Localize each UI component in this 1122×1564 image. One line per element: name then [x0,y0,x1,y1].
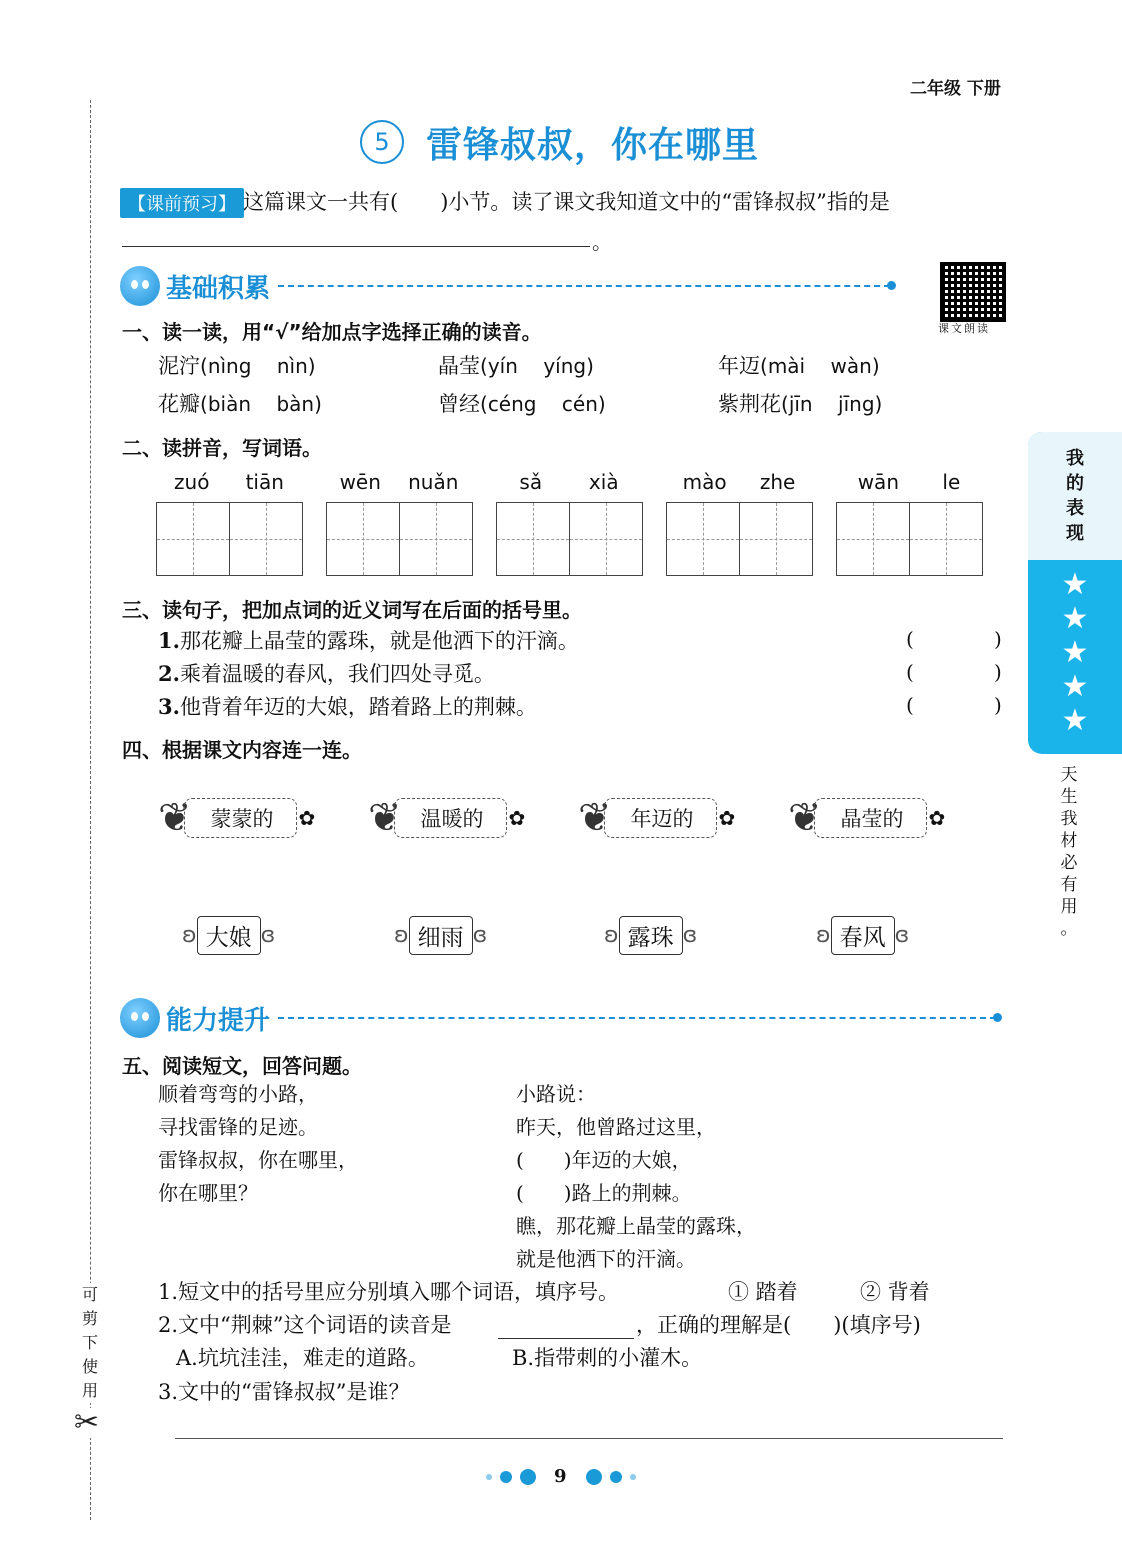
butterfly-icon: ❦ [788,795,822,841]
q1-item: 紫荆花(jīn jīng) [718,392,883,416]
butterfly-icon: ❦ [368,795,402,841]
q3-sentence: 3.他背着年迈的大娘，踏着路上的荆棘。 [158,694,537,719]
answer-paren-left[interactable]: ( [906,693,914,717]
pinyin-option[interactable]: nìng [207,354,252,378]
pinyin-row: mào zhe [682,470,796,494]
q5-option-a[interactable]: A.坑坑洼洼，难走的道路。 [176,1346,429,1370]
answer-paren-right[interactable]: ) [994,660,1002,684]
motto-char: 用 [1060,897,1078,917]
poem-right [516,1078,756,1276]
pinyin-row: wān le [857,470,961,494]
tab-char: 我 [1066,448,1084,469]
match-right-item[interactable] [394,916,487,955]
q1-item: 晶莹(yín yíng) [438,354,594,378]
q2-heading: 二、读拼音，写词语。 [122,436,322,460]
match-label: 晶莹的 [814,798,927,838]
rating-stars[interactable] [1028,560,1122,738]
writing-grid[interactable] [836,502,983,576]
match-left-item[interactable] [578,795,736,841]
poem-line: ( )年迈的大娘， [516,1148,692,1172]
match-left-item[interactable] [368,795,526,841]
footer-dot [586,1469,602,1485]
footer-dot [630,1474,636,1480]
footer-dot [500,1471,512,1483]
poem-line: 寻找雷锋的足迹。 [158,1115,318,1139]
q3-sentence: 1.那花瓣上晶莹的露珠，就是他洒下的汗滴。 [158,628,579,653]
flower-icon: ✿ [718,806,736,830]
scissors-icon: ✂ [74,1405,100,1440]
poem-line: 昨天，他曾路过这里， [516,1115,716,1139]
wing-icon: ʚ [394,923,409,948]
wing-icon: ʚ [182,923,197,948]
cut-char: 可 [81,1285,98,1304]
poem-line: 顺着弯弯的小路， [158,1082,318,1106]
match-label: 年迈的 [604,798,717,838]
match-right-item[interactable] [604,916,697,955]
grade-label: 二年级 下册 [910,79,1001,99]
tab-char: 现 [1066,523,1084,544]
q1-item: 花瓣(biàn bàn) [158,392,322,416]
preview-answer-line[interactable] [122,228,590,247]
poem-line: 小路说： [516,1082,596,1106]
tab-char: 表 [1066,498,1084,519]
cut-char: 下 [81,1333,98,1352]
footer-dot [520,1469,536,1485]
q5-sub3: 3.文中的“雷锋叔叔”是谁？ [158,1380,410,1404]
writing-group [496,470,643,576]
writing-group [156,470,303,576]
pinyin-row: zuó tiān [174,470,284,494]
match-label: 春风 [831,916,895,955]
match-label: 细雨 [409,916,473,955]
pinyin-option[interactable]: yíng [543,354,587,378]
poem-line: 瞧，那花瓣上晶莹的露珠， [516,1214,756,1238]
writing-group [326,470,473,576]
poem-line: ( )路上的荆棘。 [516,1181,692,1205]
writing-grid[interactable] [326,502,473,576]
pinyin-option[interactable]: yín [487,354,518,378]
performance-tab [1028,432,1122,754]
match-label: 温暖的 [394,798,507,838]
pinyin-option[interactable]: jīn [788,392,813,416]
match-label: 露珠 [619,916,683,955]
q5-sub2-b: ，正确的理解是( )(填序号) [636,1313,921,1337]
q1-item: 年迈(mài wàn) [718,354,880,378]
wing-icon: ʚ [816,923,831,948]
q1-item: 曾经(céng cén) [438,392,606,416]
answer-paren-right[interactable]: ) [994,627,1002,651]
star-icon[interactable]: ★ [1061,703,1089,738]
poem-left [158,1078,358,1210]
footer-dot [610,1471,622,1483]
star-icon[interactable]: ★ [1061,601,1089,636]
writing-group [836,470,983,576]
cut-hint [78,1283,102,1403]
q5-sub1: 1.短文中的括号里应分别填入哪个词语，填序号。 [158,1280,620,1304]
match-right-item[interactable] [816,916,909,955]
cut-char: 剪 [81,1309,98,1328]
wing-icon: ɞ [682,923,698,948]
preview-tag: 【课前预习】 [120,188,244,218]
q3-sentence: 2.乘着温暖的春风，我们四处寻觅。 [158,661,495,686]
section-ability-header [120,996,996,1040]
section-divider [278,285,890,287]
q1-heading: 一、读一读，用“√”给加点字选择正确的读音。 [122,320,542,344]
q1-item: 泥泞(nìng nìn) [158,354,316,378]
q5-sub2-a: 2.文中“荆棘”这个词语的读音是 [158,1313,452,1337]
butterfly-icon: ❦ [158,795,192,841]
wing-icon: ʚ [604,923,619,948]
pinyin-option[interactable]: cén [561,392,598,416]
preview-question: 这篇课文一共有( )小节。读了课文我知道文中的“雷锋叔叔”指的是 [243,190,890,214]
motto-char: 。 [1060,919,1078,939]
cut-char: 用 [81,1381,98,1400]
pinyin-option[interactable]: céng [487,392,537,416]
motto-char: 必 [1060,853,1078,873]
answer-paren-right[interactable]: ) [994,693,1002,717]
butterfly-icon: ❦ [578,795,612,841]
section-divider [278,1017,996,1019]
pinyin-row: sǎ xià [519,470,619,494]
pinyin-option[interactable]: biàn [207,392,251,416]
poem-line: 雷锋叔叔，你在哪里， [158,1148,358,1172]
q5-option-2[interactable]: ② 背着 [860,1280,930,1304]
mascot-icon [120,266,160,306]
q3-heading: 三、读句子，把加点词的近义词写在后面的括号里。 [122,598,582,622]
cut-char: 使 [81,1357,98,1376]
answer-paren-left[interactable]: ( [906,627,914,651]
tab-char: 的 [1066,473,1084,494]
page-number: 9 [554,1466,567,1487]
mascot-icon [120,998,160,1038]
lesson-number: 5 [360,120,404,164]
q5-option-1[interactable]: ① 踏着 [728,1280,798,1304]
footer-dot [486,1474,492,1480]
qr-label: 课文朗读 [938,322,990,335]
match-label: 蒙蒙的 [184,798,297,838]
section-title: 能力提升 [166,1005,271,1036]
pinyin-option[interactable]: mài [767,354,806,378]
lesson-title: 雷锋叔叔，你在哪里 [426,124,760,166]
writing-group [666,470,813,576]
q5-option-b[interactable]: B.指带刺的小灌木。 [512,1346,703,1370]
star-icon[interactable]: ★ [1061,669,1089,704]
wing-icon: ɞ [472,923,488,948]
poem-line: 就是他洒下的汗滴。 [516,1247,696,1271]
writing-grid[interactable] [666,502,813,576]
match-label: 大娘 [197,916,261,955]
motto [1058,764,1080,940]
star-icon[interactable]: ★ [1061,635,1089,670]
answer-paren-left[interactable]: ( [906,660,914,684]
star-icon[interactable]: ★ [1061,567,1089,602]
motto-char: 我 [1060,809,1078,829]
q4-heading: 四、根据课文内容连一连。 [122,738,362,762]
pinyin-row: wēn nuǎn [339,470,459,494]
pinyin-option[interactable]: nìn [276,354,308,378]
motto-char: 生 [1060,787,1078,807]
writing-grid[interactable] [496,502,643,576]
wing-icon: ɞ [894,923,910,948]
pronunciation-blank[interactable] [498,1318,634,1339]
q1-items [158,350,918,430]
preview-end: 。 [592,230,612,254]
performance-label [1028,432,1122,560]
wing-icon: ɞ [260,923,276,948]
motto-char: 天 [1060,765,1078,785]
q2-grids [156,470,986,580]
match-right-item[interactable] [182,916,275,955]
lesson-title-block [360,112,759,172]
pinyin-option[interactable]: wàn [830,354,872,378]
pinyin-option[interactable]: jīng [838,392,875,416]
match-left-item[interactable] [788,795,946,841]
flower-icon: ✿ [928,806,946,830]
q5-heading: 五、阅读短文，回答问题。 [122,1054,362,1078]
flower-icon: ✿ [298,806,316,830]
pinyin-option[interactable]: bàn [276,392,315,416]
qr-code-icon[interactable] [940,262,1006,322]
poem-line: 你在哪里？ [158,1181,258,1205]
match-left-item[interactable] [158,795,316,841]
footer-divider [175,1438,1003,1439]
section-title: 基础积累 [166,273,271,304]
motto-char: 材 [1060,831,1078,851]
motto-char: 有 [1060,875,1078,895]
section-basic-header [120,264,890,308]
writing-grid[interactable] [156,502,303,576]
flower-icon: ✿ [508,806,526,830]
